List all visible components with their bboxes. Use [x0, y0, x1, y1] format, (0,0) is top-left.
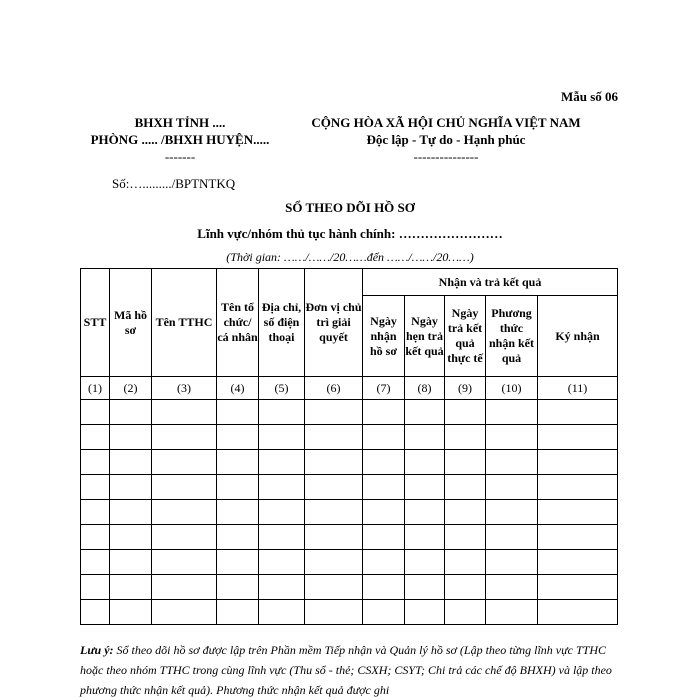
table-cell [305, 550, 363, 575]
table-row [81, 475, 618, 500]
table-cell [81, 425, 110, 450]
table-cell [110, 475, 152, 500]
table-cell [259, 500, 305, 525]
agency-separator: ------- [164, 149, 196, 164]
agency-line-2: PHÒNG ..... /BHXH HUYỆN..... [90, 132, 270, 147]
table-cell [445, 525, 486, 550]
table-body [81, 400, 618, 625]
col-number: (6) [305, 377, 363, 400]
table-cell [110, 450, 152, 475]
col-number: (10) [486, 377, 538, 400]
table-cell [217, 500, 259, 525]
table-cell [538, 450, 618, 475]
table-cell [217, 425, 259, 450]
table-cell [305, 500, 363, 525]
table-cell [259, 425, 305, 450]
table-cell [217, 575, 259, 600]
table-row [81, 400, 618, 425]
col-header-phuong-thuc: Phương thức nhận kết quả [486, 296, 538, 377]
col-header-stt: STT [81, 269, 110, 377]
table-cell [305, 475, 363, 500]
table-cell [363, 425, 405, 450]
col-header-dia-chi: Địa chỉ, số điện thoại [259, 269, 305, 377]
table-cell [445, 575, 486, 600]
col-number: (5) [259, 377, 305, 400]
col-number: (4) [217, 377, 259, 400]
national-separator: --------------- [413, 149, 479, 164]
table-cell [405, 500, 445, 525]
national-title: CỘNG HÒA XÃ HỘI CHỦ NGHĨA VIỆT NAM [311, 115, 581, 130]
table-row [81, 450, 618, 475]
table-cell [217, 525, 259, 550]
footnote [80, 640, 620, 700]
document-title: SỔ THEO DÕI HỒ SƠ [285, 200, 415, 215]
table-cell [81, 500, 110, 525]
table-cell [363, 550, 405, 575]
table-cell [259, 400, 305, 425]
column-number-row [81, 377, 618, 400]
table-cell [405, 600, 445, 625]
table-cell [305, 400, 363, 425]
table-row [81, 425, 618, 450]
col-header-ten-tthc: Tên TTHC [152, 269, 217, 377]
national-header [296, 114, 596, 165]
footnote-label: Lưu ý: [80, 643, 114, 657]
table-cell [363, 525, 405, 550]
table-cell [538, 600, 618, 625]
table-cell [152, 475, 217, 500]
table-cell [110, 600, 152, 625]
procedure-field-line: Lĩnh vực/nhóm thủ tục hành chính: …………………… [197, 226, 503, 241]
table-cell [259, 475, 305, 500]
form-number: Mẫu số 06 [560, 89, 618, 104]
col-number: (3) [152, 377, 217, 400]
table-cell [110, 550, 152, 575]
table-cell [259, 450, 305, 475]
table-cell [110, 575, 152, 600]
table-cell [259, 600, 305, 625]
table-cell [405, 475, 445, 500]
table-cell [486, 525, 538, 550]
table-cell [363, 400, 405, 425]
table-cell [445, 600, 486, 625]
table-cell [152, 400, 217, 425]
table-cell [486, 450, 538, 475]
table-cell [445, 475, 486, 500]
table-cell [217, 550, 259, 575]
table-cell [217, 450, 259, 475]
col-header-ngay-hen: Ngày hẹn trả kết quả [405, 296, 445, 377]
table-cell [405, 575, 445, 600]
table-row [81, 550, 618, 575]
table-cell [81, 525, 110, 550]
table-cell [538, 500, 618, 525]
table-cell [259, 550, 305, 575]
table-cell [81, 450, 110, 475]
col-header-ky-nhan: Ký nhận [538, 296, 618, 377]
reference-number: Số:…........./BPTNTKQ [112, 176, 236, 191]
table-cell [217, 475, 259, 500]
national-motto: Độc lập - Tự do - Hạnh phúc [366, 132, 526, 147]
table-cell [486, 600, 538, 625]
table-cell [486, 400, 538, 425]
table-cell [152, 525, 217, 550]
table-cell [405, 550, 445, 575]
col-header-ngay-tra: Ngày trả kết quả thực tế [445, 296, 486, 377]
agency-line-1: BHXH TỈNH .... [134, 115, 226, 130]
table-cell [486, 500, 538, 525]
table-cell [363, 450, 405, 475]
table-cell [152, 550, 217, 575]
table-cell [81, 600, 110, 625]
col-number: (7) [363, 377, 405, 400]
table-cell [259, 525, 305, 550]
table-cell [363, 575, 405, 600]
col-header-ngay-nhan: Ngày nhận hồ sơ [363, 296, 405, 377]
table-cell [486, 425, 538, 450]
table-cell [152, 600, 217, 625]
table-cell [405, 450, 445, 475]
table-cell [538, 575, 618, 600]
table-cell [405, 400, 445, 425]
table-cell [445, 500, 486, 525]
table-cell [305, 425, 363, 450]
table-cell [305, 525, 363, 550]
table-cell [81, 475, 110, 500]
table-cell [152, 500, 217, 525]
table-cell [110, 425, 152, 450]
table-cell [81, 550, 110, 575]
table-cell [538, 400, 618, 425]
table-cell [110, 500, 152, 525]
col-header-don-vi: Đơn vị chủ trì giải quyết [305, 269, 363, 377]
table-row [81, 575, 618, 600]
col-number: (9) [445, 377, 486, 400]
col-number: (2) [110, 377, 152, 400]
table-cell [486, 475, 538, 500]
table-cell [217, 600, 259, 625]
col-number: (8) [405, 377, 445, 400]
table-cell [538, 525, 618, 550]
table-row [81, 500, 618, 525]
table-cell [152, 425, 217, 450]
table-cell [363, 475, 405, 500]
table-cell [405, 425, 445, 450]
table-cell [486, 550, 538, 575]
tracking-table [80, 268, 618, 625]
table-row [81, 600, 618, 625]
table-cell [445, 550, 486, 575]
table-cell [363, 500, 405, 525]
table-cell [81, 400, 110, 425]
period-line: (Thời gian: ……/……/20……đến ……/……/20……) [226, 250, 474, 264]
footnote-text: Sổ theo dõi hồ sơ được lập trên Phần mềm Tiếp nhận và Quản lý hồ sơ (Lập theo từng lĩnh vực TTHC hoặc theo nhóm TTHC trong cùng lĩnh vực (Thu sổ - thẻ; CSXH; CSYT; Chi trả các chế độ BHXH) và lập theo phương thức nhận kết quả). Phương thức nhận kết quả được ghi [80, 643, 612, 697]
table-cell [538, 550, 618, 575]
table-cell [445, 450, 486, 475]
table-cell [152, 575, 217, 600]
table-cell [305, 600, 363, 625]
table-cell [305, 450, 363, 475]
table-cell [152, 450, 217, 475]
agency-header [80, 114, 280, 165]
table-cell [305, 575, 363, 600]
table-cell [405, 525, 445, 550]
table-cell [110, 400, 152, 425]
table-cell [538, 475, 618, 500]
col-number: (11) [538, 377, 618, 400]
table-row [81, 525, 618, 550]
table-cell [445, 400, 486, 425]
table-cell [538, 425, 618, 450]
table-cell [445, 425, 486, 450]
table-cell [486, 575, 538, 600]
table-cell [217, 400, 259, 425]
table-cell [259, 575, 305, 600]
col-header-ten-to-chuc: Tên tổ chức/ cá nhân [217, 269, 259, 377]
group-header-nhan-tra: Nhận và trả kết quả [363, 269, 618, 296]
col-header-ma-ho-so: Mã hồ sơ [110, 269, 152, 377]
table-cell [81, 575, 110, 600]
col-number: (1) [81, 377, 110, 400]
table-cell [363, 600, 405, 625]
table-cell [110, 525, 152, 550]
